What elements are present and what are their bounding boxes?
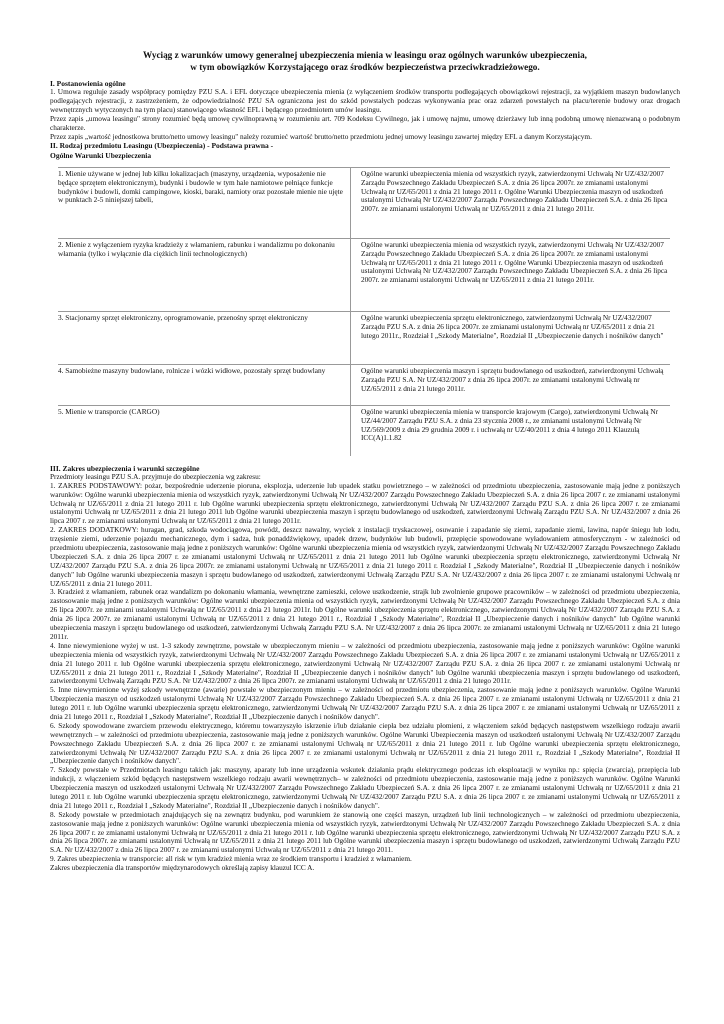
table-cell-legal-basis: Ogólne warunki ubezpieczenia maszyn i sprzętu budowlanego od uszkodzeń, zatwierdzonymi Uchwałą Zarządu PZU S.A. Nr UZ/432/2007 z dnia 26 lipca 2007r. ze zmianami ustalonymi Uchwałą nr UZ/65/2011 z dnia 21 lutego 2011r. <box>350 365 670 405</box>
section-scope <box>50 464 680 873</box>
table-cell-legal-basis: Ogólne warunki ubezpieczenia mienia w transporcie krajowym (Cargo), zatwierdzonymi Uchwałą Nr UZ/44/2007 Zarządu PZU S.A. z dnia 23 stycznia 2008 r., ze zmianami ustalonymi Uchwałą Nr UZ/569/2009 z dnia 29 grudnia 2009 r. i uchwałą nr UZ/40/2011 z dnia 4 lutego 2011 Klauzulą ICC(A)1.1.82 <box>350 406 670 456</box>
scope-paragraph: 3. Kradzież z włamaniem, rabunek oraz wandalizm po dokonaniu włamania, wewnętrzne zamieszki, celowe uszkodzenie, strajk lub zwolnienie grupowe pracowników – w zależności od przedmiotu ubezpieczenia, zastosowanie mają jedne z poniższych warunków: Ogólne warunki ubezpieczenia mienia od wszystkich ryzyk, zatwierdzonymi Uchwałą Nr UZ/432/2007 Zarządu Powszechnego Zakładu Ubezpieczeń S.A. z dnia 26 lipca 2007r. ze zmianami ustalonymi Uchwałą nr UZ/65/2011 z dnia 21 lutego 2011r. lub Ogólne warunki ubezpieczenia sprzętu elektronicznego, zatwierdzonymi Uchwałą Nr UZ/432/2007 Zarządu PZU S.A. z dnia 26 lipca 2007r. ze zmianami ustalonymi Uchwałą nr UZ/65/2011 z dnia 21 lutego 2011 r., Rozdział I „Szkody Materialne", Rozdział II „Ubezpieczenie danych i nośników danych" lub Ogólne warunki ubezpieczenia maszyn i sprzętu budowlanego od uszkodzeń, zatwierdzonymi Uchwałą Zarządu PZU S.A. Nr UZ/432/2007 z dnia 26 lipca 2007r. ze zmianami ustalonymi Uchwałą nr UZ/65/2011 z dnia 21 lutego 2011r. <box>50 587 680 641</box>
table-cell-subject: 3. Stacjonarny sprzęt elektroniczny, oprogramowanie, przenośny sprzęt elektroniczny <box>58 312 308 322</box>
title-line-2: w tym obowiązków Korzystającego oraz środków bezpieczeństwa przeciwkradzieżowego. <box>190 61 540 72</box>
section-3-heading: III. Zakres ubezpieczenia i warunki szczególne <box>50 463 200 473</box>
table-cell-legal-basis: Ogólne warunki ubezpieczenia mienia od wszystkich ryzyk, zatwierdzonymi Uchwałą Nr UZ/432/2007 Zarządu Powszechnego Zakładu Ubezpieczeń S.A. z dnia 26 lipca 2007r. ze zmianami ustalonymi Uchwałą nr UZ/65/2011 z dnia 21 lutego 2011 r. Ogólne Warunki Ubezpieczenia maszyn od uszkodzeń ustalonymi Uchwałą Nr UZ/432/2007 Zarządu Powszechnego Zakładu Ubezpieczeń S.A. z dnia 26 lipca 2007r. ze zmianami ustalonymi Uchwałą nr UZ/65/2011 z dnia 21 lutego 2011r. <box>350 168 670 238</box>
section-2-subheading: Ogólne Warunki Ubezpieczenia <box>50 150 152 160</box>
scope-paragraph: 8. Szkody powstałe w przedmiotach znajdujących się na zewnątrz budynku, pod warunkiem że stanowią one części maszyn, urządzeń lub linii technologicznych – w zależności od przedmiotu ubezpieczenia, zastosowanie mają jedne z poniższych warunków: Ogólne warunki ubezpieczenia mienia od wszystkich ryzyk, zatwierdzonymi Uchwałą Nr UZ/432/2007 Zarządu Powszechnego Zakładu Ubezpieczeń S.A. z dnia 26 lipca 2007 r. ze zmianami ustalonymi Uchwałą nr UZ/65/2011 z dnia 21 lutego 2011 r. lub Ogólne warunki ubezpieczenia sprzętu elektronicznego, zatwierdzonymi Uchwałą Nr UZ/432/2007 Zarządu PZU S.A. z dnia 26 lipca 2007r. ze zmianami ustalonymi Uchwałą nr UZ/65/2011 z dnia 21 lutego 2011 lub Ogólne warunki ubezpieczenia maszyn i sprzętu budowlanego od uszkodzeń, zatwierdzonymi Uchwałą Zarządu PZU S.A. Nr UZ/432/2007 z dnia 26 lipca 2007 r. ze zmianami ustalonymi Uchwałą nr UZ/65/2011 z dnia 21 lutego 2011. <box>50 809 680 855</box>
section-3-intro: Przedmioty leasingu PZU S.A. przyjmuje do ubezpieczenia wg zakresu: <box>50 471 261 481</box>
table-cell-subject: 4. Samobieżne maszyny budowlane, rolnicze i wózki widłowe, pozostały sprzęt budowlany <box>58 365 326 375</box>
table-cell-legal-basis: Ogólne warunki ubezpieczenia mienia od wszystkich ryzyk, zatwierdzonymi Uchwałą Nr UZ/432/2007 Zarządu Powszechnego Zakładu Ubezpieczeń S.A. z dnia 26 lipca 2007r. ze zmianami ustalonymi Uchwałą nr UZ/65/2011 z dnia 21 lutego 2011 r. Ogólne Warunki Ubezpieczenia maszyn od uszkodzeń ustalonymi Uchwałą Nr UZ/432/2007 Zarządu Powszechnego Zakładu Ubezpieczeń S.A. z dnia 26 lipca 2007r. ze zmianami ustalonymi Uchwałą nr UZ/65/2011 z dnia 21 lutego 2011r. <box>350 239 670 311</box>
section-1-heading: I. Postanowienia ogólne <box>50 79 126 88</box>
table-row <box>58 364 670 405</box>
insurance-basis-table <box>58 167 670 456</box>
scope-paragraph: 6. Szkody spowodowane zwarciem przewodu elektrycznego, któremu towarzyszyło iskrzenie i/lub działanie ciepła bez udziału płomieni, z włączeniem szkód będących następstwem wszelkiego rodzaju awarii wewnętrznych – w zależności od przedmiotu ubezpieczenia, zastosowanie mają jedne z poniższych warunków. Ogólne Warunki Ubezpieczenia maszyn od uszkodzeń ustalonymi Uchwałą Nr UZ/432/2007 Zarządu Powszechnego Zakładu Ubezpieczeń S.A. z dnia 26 lipca 2007 r. ze zmianami ustalonymi Uchwałą nr UZ/65/2011 z dnia 21 lutego 2011 r. lub Ogólne warunki ubezpieczenia sprzętu elektronicznego, zatwierdzonymi Uchwałą Nr UZ/432/2007 Zarządu PZU S.A. z dnia 26 lipca 2007 r. ze zmianami ustalonymi Uchwałą nr UZ/65/2011 z dnia 21 lutego 2011 r., Rozdział I „Szkody Materialne", Rozdział II „Ubezpieczenie danych i nośników danych". <box>50 720 680 766</box>
document-page <box>50 50 680 873</box>
scope-paragraph: 5. Inne niewymienione wyżej szkody wewnętrzne (awarie) powstałe w ubezpieczonym mieniu – w zależności od przedmiotu ubezpieczenia, zastosowanie mają jedne z poniższych warunków. Ogólne Warunki Ubezpieczenia maszyn od uszkodzeń ustalonymi Uchwałą Nr UZ/432/2007 Zarządu Powszechnego Zakładu Ubezpieczeń S.A. z dnia 26 lipca 2007 r. ze zmianami ustalonymi Uchwałą nr UZ/65/2011 z dnia 21 lutego 2011 r. lub Ogólne warunki ubezpieczenia sprzętu elektronicznego, zatwierdzonymi Uchwałą Nr UZ/432/2007 Zarządu PZU S.A. z dnia 26 lipca 2007 r. ze zmianami ustalonymi Uchwałą nr UZ/65/2011 z dnia 21 lutego 2011 r., Rozdział I „Szkody Materialne", Rozdział II „Ubezpieczenie danych i nośników danych". <box>50 685 680 721</box>
section-1-paragraph-2: Przez zapis „umowa leasingu" strony rozumieć będą umowę cywilnoprawną w rozumieniu art. 709 Kodeksu Cywilnego, jak i umowę najmu, umowę dzierżawy lub inną podobną umowę nienazwaną o podobnym charakterze. <box>50 113 680 132</box>
scope-paragraph: 7. Szkody powstałe w Przedmiotach leasingu takich jak: maszyny, aparaty lub inne urządzenia wskutek działania prądu elektrycznego podczas ich eksploatacji w wyniku np.: spięcia (zwarcia), przepięcia lub indukcji, z włączeniem szkód będących następstwem wszelkiego rodzaju awarii wewnętrznych– w zależności od przedmiotu ubezpieczenia, zastosowanie mają jedne z poniższych warunków. Ogólne Warunki Ubezpieczenia maszyn od uszkodzeń ustalonymi Uchwałą Nr UZ/432/2007 Zarządu Powszechnego Zakładu Ubezpieczeń S.A. z dnia 26 lipca 2007 r. ze zmianami ustalonymi Uchwałą nr UZ/65/2011 z dnia 21 lutego 2011 r. lub Ogólne warunki ubezpieczenia sprzętu elektronicznego, zatwierdzonymi Uchwałą Nr UZ/432/2007 Zarządu PZU S.A. z dnia 26 lipca 2007 r. ze zmianami ustalonymi Uchwałą nr UZ/65/2011 z dnia 21 lutego 2011 r., Rozdział I „Szkody Materialne", Rozdział II „Ubezpieczenie danych i nośników danych". <box>50 765 680 810</box>
table-cell-subject: 1. Mienie używane w jednej lub kilku lokalizacjach (maszyny, urządzenia, wyposażenie nie będące sprzętem elektronicznym), budynki i budowle w tym hale namiotowe pełniące funkcje budynków i budowli, domki campingowe, kioski, baraki, namioty oraz pozostałe mienie nie ujęte w punktach 2-5 niniejszej tabeli, <box>58 168 343 205</box>
document-title <box>50 50 680 73</box>
table-row <box>58 167 670 238</box>
section-leasing-subject <box>50 141 680 455</box>
title-line-1: Wyciąg z warunków umowy generalnej ubezpieczenia mienia w leasingu oraz ogólnych warunków ubezpieczenia, <box>143 50 587 60</box>
scope-paragraph: Zakres ubezpieczenia dla transportów międzynarodowych określają zapisy klauzul ICC A. <box>50 863 315 873</box>
table-cell-subject: 5. Mienie w transporcie (CARGO) <box>58 406 160 416</box>
table-row <box>58 405 670 456</box>
table-cell-legal-basis: Ogólne warunki ubezpieczenia sprzętu elektronicznego, zatwierdzonymi Uchwałą Nr UZ/432/2007 Zarządu PZU S.A. z dnia 26 lipca 2007r. ze zmianami ustalonymi Uchwałą nr UZ/65/2011 z dnia 21 lutego 2011r., Rozdział I „Szkody Materialne", Rozdział II „Ubezpieczenie danych i nośników danych" <box>350 312 670 364</box>
scope-paragraph: 1. ZAKRES PODSTAWOWY: pożar, bezpośrednie uderzenie pioruna, eksplozja, uderzenie lub upadek statku powietrznego – w zależności od przedmiotu ubezpieczenia, zastosowanie mają jedne z poniższych warunków: Ogólne warunki ubezpieczenia mienia od wszystkich ryzyk, zatwierdzonymi Uchwałą Nr UZ/432/2007 Zarządu Powszechnego Zakładu Ubezpieczeń S.A. z dnia 26 lipca 2007 r. ze zmianami ustalonymi Uchwałą nr UZ/65/2011 z dnia 21 lutego 2011 r. lub Ogólne warunki ubezpieczenia sprzętu elektronicznego, zatwierdzonymi Uchwałą Nr UZ/432/2007 Zarządu PZU S.A. z dnia 26 lipca 2007 r. ze zmianami ustalonymi Uchwałą nr UZ/65/2011 z dnia 21 lutego 2011 lub Ogólne warunki ubezpieczenia maszyn i sprzętu budowlanego od uszkodzeń, zatwierdzonymi Uchwałą Zarządu PZU S.A. Nr UZ/432/2007 z dnia 26 lipca 2007 r. ze zmianami ustalonymi Uchwałą nr UZ/65/2011 z dnia 21 lutego 2011r. <box>50 480 680 526</box>
table-row <box>58 238 670 311</box>
section-1-paragraph-1: 1. Umowa reguluje zasady współpracy pomiędzy PZU S.A. i EFL dotyczące ubezpieczenia mienia (z wyłączeniem środków transportu podlegających obowiązkowi rejestracji, za wyjątkiem maszyn budowlanych podlegających rejestracji, z zastrzeżeniem, że odpowiedzialność PZU SA ograniczona jest do szkód powstałych podczas wykonywania prac oraz zdarzeń powstałych na placu/terenie budowy oraz drogach wewnętrznych wytyczonych na tym placu) stanowiącego własność EFL i będącego przedmiotem umów leasingu. <box>50 87 680 114</box>
section-1-paragraph-3: Przez zapis „wartość jednostkowa brutto/netto umowy leasingu" należy rozumieć wartość brutto/netto przedmiotu jednej umowy leasingu zawartej między EFL a danym Korzystającym. <box>50 131 592 141</box>
table-row <box>58 311 670 364</box>
section-2-heading: II. Rodzaj przedmiotu Leasingu (Ubezpieczenia) - Podstawa prawna - <box>50 141 274 151</box>
scope-paragraph: 4. Inne niewymienione wyżej w ust. 1-3 szkody zewnętrzne, powstałe w ubezpieczonym mieniu – w zależności od przedmiotu ubezpieczenia, zastosowanie mają jedne z poniższych warunków: Ogólne warunki ubezpieczenia mienia od wszystkich ryzyk, zatwierdzonymi Uchwałą Nr UZ/432/2007 Zarządu Powszechnego Zakładu Ubezpieczeń S.A. z dnia 26 lipca 2007 r. ze zmianami ustalonymi Uchwałą nr UZ/65/2011 z dnia 21 lutego 2011 r. lub Ogólne warunki ubezpieczenia sprzętu elektronicznego, zatwierdzonymi Uchwałą Nr UZ/432/2007 Zarządu PZU S.A. z dnia 26 lipca 2007 r. ze zmianami ustalonymi Uchwałą nr UZ/65/2011 z dnia 21 lutego 2011 r., Rozdział I „Szkody Materialne", Rozdział II „Ubezpieczenie danych i nośników danych" lub Ogólne warunki ubezpieczenia maszyn i sprzętu budowlanego od uszkodzeń, zatwierdzonymi Uchwałą Zarządu PZU S.A. Nr UZ/432/2007 z dnia 26 lipca 2007r. ze zmianami ustalonymi Uchwałą nr UZ/65/2011 z dnia 21 lutego 2011r. <box>50 640 680 686</box>
scope-paragraph: 2. ZAKRES DODATKOWY: huragan, grad, szkoda wodociągowa, powódź, deszcz nawalny, wyciek z instalacji tryskaczowej, osuwanie i zapadanie się ziemi, zapadanie ziemi, lawina, napór śniegu lub lodu, trzęsienie ziemi, uderzenie pojazdu mechanicznego, dym i sadza, huk ponaddźwiękowy, upadek drzew, budynków lub budowli, przepięcie spowodowane wyładowaniem atmosferycznym - w zależności od przedmiotu ubezpieczenia, zastosowanie mają jedne z poniższych warunków: Ogólne warunki ubezpieczenia mienia od wszystkich ryzyk, zatwierdzonymi Uchwałą Nr UZ/432/2007 Zarządu Powszechnego Zakładu Ubezpieczeń S.A. z dnia 26 lipca 2007 r. ze zmianami ustalonymi Uchwałą nr UZ/65/2011 z dnia 21 lutego 2011 lub Ogólne warunki ubezpieczenia sprzętu elektronicznego, zatwierdzonymi Uchwałą Nr UZ/432/2007 Zarządu PZU S.A. z dnia 26 lipca 2007r. ze zmianami ustalonymi Uchwałą nr UZ/65/2011 z dnia 21 lutego 2011 r. Rozdział I „Szkody Materialne", Rozdział II „Ubezpieczenie danych i nośników danych" lub Ogólne warunki ubezpieczenia maszyn i sprzętu budowlanego od uszkodzeń, zatwierdzonymi Uchwałą Zarządu PZU S.A. Nr UZ/432/2007 z dnia 26 lipca 2007 r. ze zmianami ustalonymi Uchwałą nr UZ/65/2011 z dnia 21 lutego 2011. <box>50 525 680 588</box>
table-cell-subject: 2. Mienie z wyłączeniem ryzyka kradzieży z włamaniem, rabunku i wandalizmu po dokonaniu włamania (tylko i wyłącznie dla ciężkich linii technologicznych) <box>58 239 335 258</box>
section-general-provisions <box>50 79 680 141</box>
scope-paragraph: 9. Zakres ubezpieczenia w transporcie: all risk w tym kradzież mienia wraz ze środkiem transportu i kradzież z włamaniem. <box>50 854 412 864</box>
